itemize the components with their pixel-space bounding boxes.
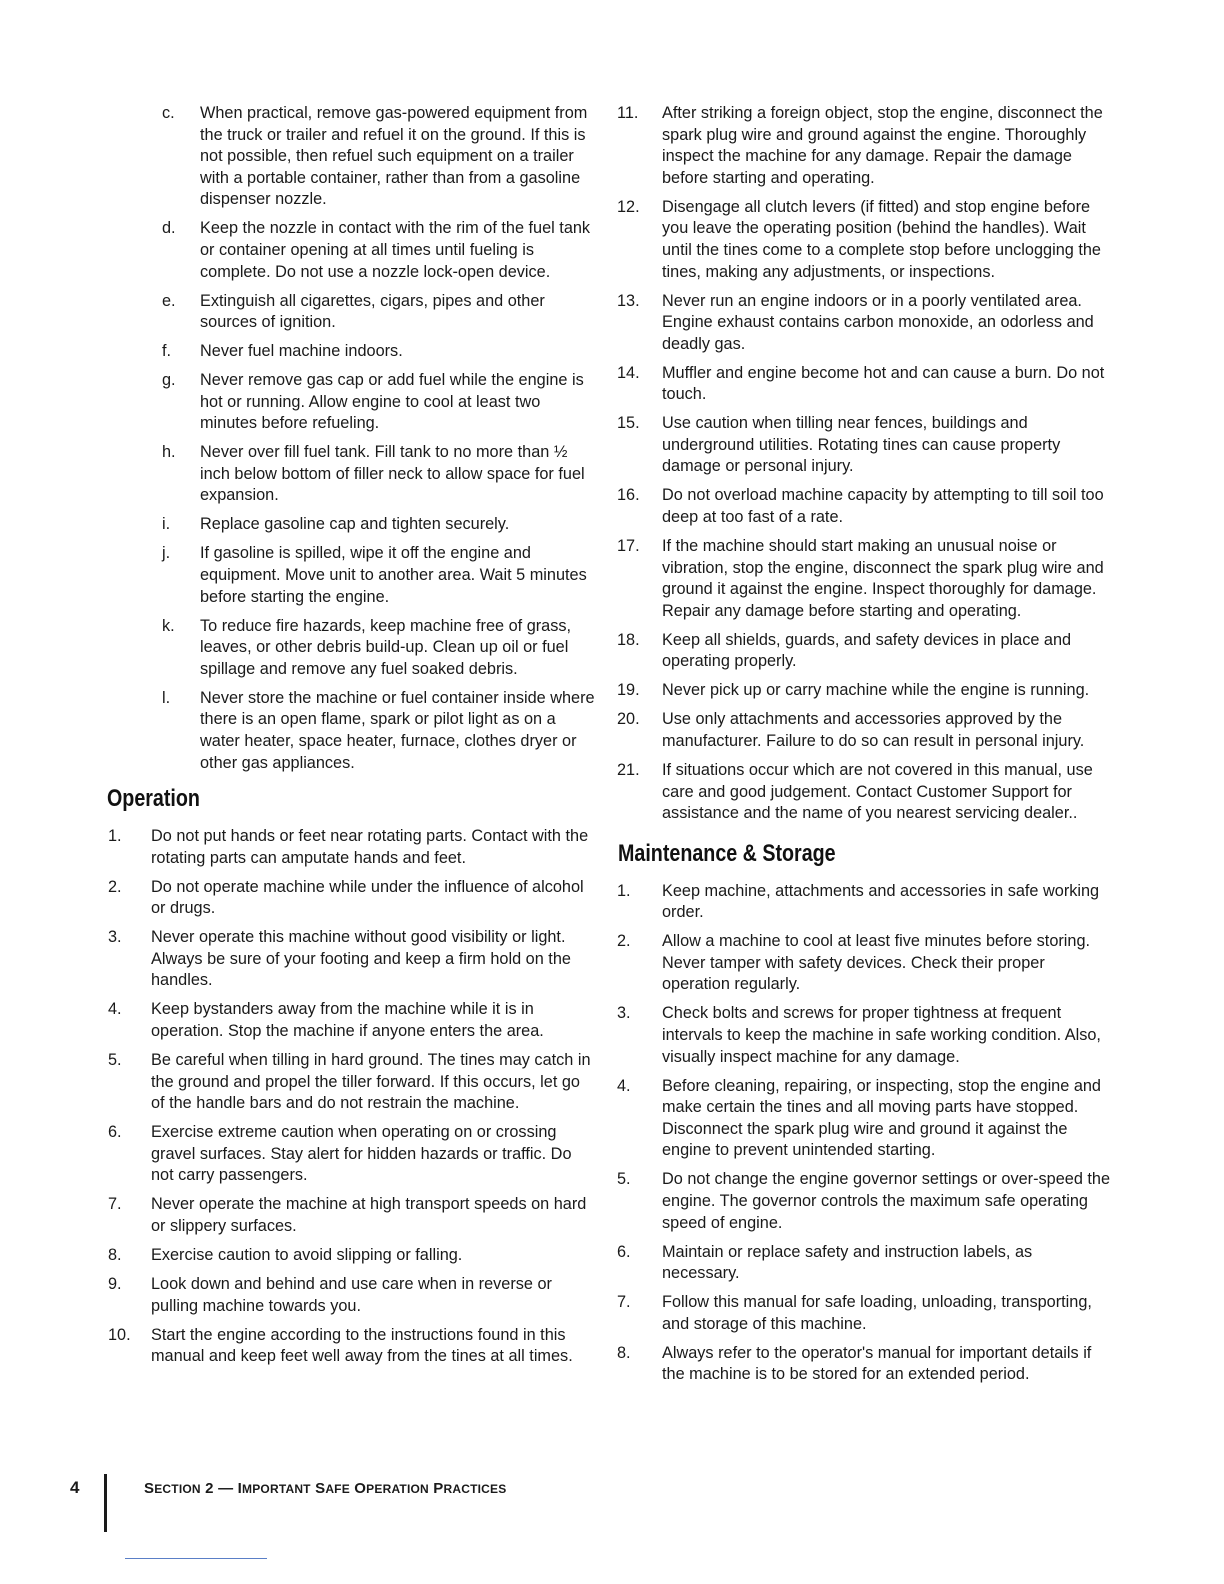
list-item-text: Never store the machine or fuel container inside where there is an open flame, spark or pilot light as on a water heater, space heater, furnace, clothes dryer or other gas appliances. [200,688,595,772]
fueling-item [108,688,598,774]
maintenance-item [617,1076,1111,1162]
maintenance-item [617,1242,1111,1285]
list-item-text: Allow a machine to cool at least five minutes before storing. Never tamper with safety devices. Check their proper operation regularly. [662,932,1091,994]
list-item-text: Never operate this machine without good visibility or light. Always be sure of your footing and keep a firm hold on the handles. [151,928,571,990]
left-column [108,103,598,1375]
list-item-text: Use only attachments and accessories approved by the manufacturer. Failure to do so can result in personal injury. [662,710,1085,750]
list-marker: 4. [108,1000,122,1019]
operation-item [108,927,598,992]
list-item-text: Never operate the machine at high transport speeds on hard or slippery surfaces. [151,1195,587,1235]
list-marker: k. [162,616,175,635]
list-item-text: Follow this manual for safe loading, unloading, transporting, and storage of this machine. [662,1293,1092,1333]
list-item-text: Use caution when tilling near fences, buildings and underground utilities. Rotating tines can cause property damage or personal injury. [662,414,1061,476]
list-marker: j. [162,544,171,563]
list-item-text: Before cleaning, repairing, or inspecting, stop the engine and make certain the tines and all moving parts have stopped. Disconnect the spark plug wire and ground it against the engine to prevent unintended starting. [662,1076,1101,1160]
operation-item [617,680,1111,702]
operation-item [108,1122,598,1187]
list-marker: 3. [108,928,122,947]
list-item-text: Look down and behind and use care when in reverse or pulling machine towards you. [151,1274,552,1315]
fueling-item [108,291,598,334]
list-item-text: If situations occur which are not covered in this manual, use care and good judgement. Contact Customer Support for assistance and the name of you nearest servicing dealer.. [662,760,1093,823]
maintenance-item [617,1292,1111,1335]
list-item-text: Disengage all clutch levers (if fitted) and stop engine before you leave the operating position (behind the handles). Wait until the tines come to a complete stop before unclogging the tines, making any adjustments, or inspections. [662,197,1101,281]
list-marker: 8. [617,1343,631,1362]
operation-item [108,1050,598,1115]
list-marker: 5. [108,1051,122,1070]
operation-item [617,413,1111,478]
maintenance-item [617,881,1111,924]
list-item-text: To reduce fire hazards, keep machine free of grass, leaves, or other debris build-up. Clean up oil or fuel spillage and remove any fuel soaked debris. [200,616,572,678]
list-marker: c. [162,104,175,122]
maintenance-item [617,1343,1111,1386]
list-marker: f. [162,342,172,361]
operation-item [108,1274,598,1317]
list-marker: 12. [617,197,640,216]
list-item-text: Never pick up or carry machine while the engine is running. [662,681,1090,700]
list-marker: 1. [108,827,122,846]
list-marker: 10. [108,1325,131,1344]
operation-item [108,1325,598,1368]
list-marker: 13. [617,291,640,310]
operation-item [617,291,1111,356]
list-item-text: Replace gasoline cap and tighten securely. [200,515,510,534]
list-item-text: Do not operate machine while under the influence of alcohol or drugs. [151,877,584,918]
list-item-text: Check bolts and screws for proper tightness at frequent intervals to keep the machine in safe working condition. Also, visually inspect machine for any damage. [662,1004,1101,1066]
list-item-text: Keep machine, attachments and accessories in safe working order. [662,881,1100,922]
list-marker: 7. [617,1293,631,1312]
fueling-item [108,370,598,435]
list-item-text: Do not put hands or feet near rotating parts. Contact with the rotating parts can amputate hands and feet. [151,827,589,867]
list-marker: g. [162,371,176,390]
list-marker: 3. [617,1004,631,1023]
maintenance-item [617,1169,1111,1234]
operation-item [108,999,598,1042]
list-item-text: Be careful when tilling in hard ground. The tines may catch in the ground and propel the tiller forward. If this occurs, let go of the handle bars and do not restrain the machine. [151,1051,591,1113]
list-item-text: Exercise extreme caution when operating on or crossing gravel surfaces. Stay alert for hidden hazards or traffic. Do not carry passengers. [151,1123,572,1185]
list-item-text: Maintain or replace safety and instruction labels, as necessary. [662,1242,1033,1283]
maintenance-item [617,931,1111,996]
list-item-text: Extinguish all cigarettes, cigars, pipes and other sources of ignition. [200,291,545,332]
operation-item [108,1194,598,1237]
list-item-text: When practical, remove gas-powered equipment from the truck or trailer and refuel it on the ground. If this is not possible, then refuel such equipment on a trailer with a portable container, rather than from a gasoline dispenser nozzle. [200,104,588,209]
operation-item [108,877,598,920]
list-marker: 5. [617,1170,631,1189]
list-item-text: Never fuel machine indoors. [200,342,403,361]
list-item-text: Do not overload machine capacity by attempting to till soil too deep at too fast of a rate. [662,486,1104,527]
list-marker: 16. [617,486,640,505]
operation-item [617,760,1111,825]
operation-item [617,103,1111,189]
list-item-text: Keep bystanders away from the machine while it is in operation. Stop the machine if anyone enters the area. [151,1000,544,1041]
list-item-text: Muffler and engine become hot and can cause a burn. Do not touch. [662,363,1105,404]
fueling-item [108,616,598,681]
list-marker: 15. [617,414,640,433]
list-marker: 7. [108,1195,122,1214]
operation-item [108,826,598,869]
list-marker: 11. [617,104,639,122]
list-marker: 1. [617,881,631,900]
list-item-text: Do not change the engine governor settings or over-speed the engine. The governor controls the maximum safe operating speed of engine. [662,1170,1111,1232]
operation-item [617,197,1111,283]
right-column [617,103,1111,1393]
list-marker: l. [162,688,171,707]
list-item-text: Always refer to the operator's manual for important details if the machine is to be stored for an extended period. [662,1343,1092,1384]
list-marker: 2. [617,932,631,951]
operation-list [108,826,598,1368]
footer-divider [104,1474,107,1532]
list-marker: d. [162,219,176,238]
page-footer [0,1474,1224,1564]
list-item-text: Start the engine according to the instructions found in this manual and keep feet well away from the tines at all times. [151,1325,573,1366]
operation-item [617,630,1111,673]
link-underline [125,1558,267,1559]
list-item-text: After striking a foreign object, stop the engine, disconnect the spark plug wire and ground against the engine. Thoroughly inspect the machine for any damage. Repair the damage before starting and operating. [662,104,1103,187]
list-marker: 2. [108,877,122,896]
list-marker: 20. [617,710,640,729]
list-item-text: Never over fill fuel tank. Fill tank to no more than ½ inch below bottom of filler neck to allow space for fuel expansion. [200,443,585,505]
list-item-text: If gasoline is spilled, wipe it off the engine and equipment. Move unit to another area. Wait 5 minutes before starting the engine. [200,544,587,606]
page-number: 4 [70,1478,80,1497]
operation-item [617,363,1111,406]
list-marker: 6. [617,1242,631,1261]
list-marker: 21. [617,760,640,779]
list-item-text: Never run an engine indoors or in a poorly ventilated area. Engine exhaust contains carbon monoxide, an odorless and deadly gas. [662,291,1094,353]
list-marker: h. [162,443,176,462]
fueling-item [108,442,598,507]
fueling-item [108,218,598,283]
list-item-text: If the machine should start making an unusual noise or vibration, stop the engine, disconnect the spark plug wire and ground it against the engine. Inspect thoroughly for damage. Repair any damage before starting and operating. [662,537,1104,620]
fueling-item [108,103,598,211]
fueling-item [108,514,598,536]
list-marker: 9. [108,1274,122,1293]
operation-item [617,709,1111,752]
list-item-text: Never remove gas cap or add fuel while the engine is hot or running. Allow engine to cool at least two minutes before refueling. [200,371,584,433]
list-item-text: Exercise caution to avoid slipping or falling. [151,1245,463,1264]
operation-item [617,536,1111,622]
list-item-text: Keep the nozzle in contact with the rim of the fuel tank or container opening at all times until fueling is complete. Do not use a nozzle lock-open device. [200,219,591,281]
operation-item [108,1245,598,1267]
list-marker: e. [162,291,176,310]
maintenance-list [617,881,1111,1386]
list-marker: 18. [617,630,640,649]
list-marker: 6. [108,1123,122,1142]
fueling-item [108,543,598,608]
maintenance-heading: Maintenance & Storage [618,839,836,867]
list-marker: 8. [108,1245,122,1264]
list-marker: 17. [617,537,640,556]
fueling-item [108,341,598,363]
list-marker: 4. [617,1076,631,1095]
section-title: SECTION 2 — IMPORTANT SAFE OPERATION PRACTICES [144,1480,507,1497]
maintenance-item [617,1003,1111,1068]
operation-heading: Operation [107,785,200,813]
list-marker: 19. [617,681,640,700]
operation-list-continued [617,103,1111,825]
fueling-sub-list [108,103,598,774]
list-item-text: Keep all shields, guards, and safety devices in place and operating properly. [662,630,1072,671]
operation-item [617,485,1111,528]
list-marker: 14. [617,363,640,382]
list-marker: i. [162,515,171,534]
